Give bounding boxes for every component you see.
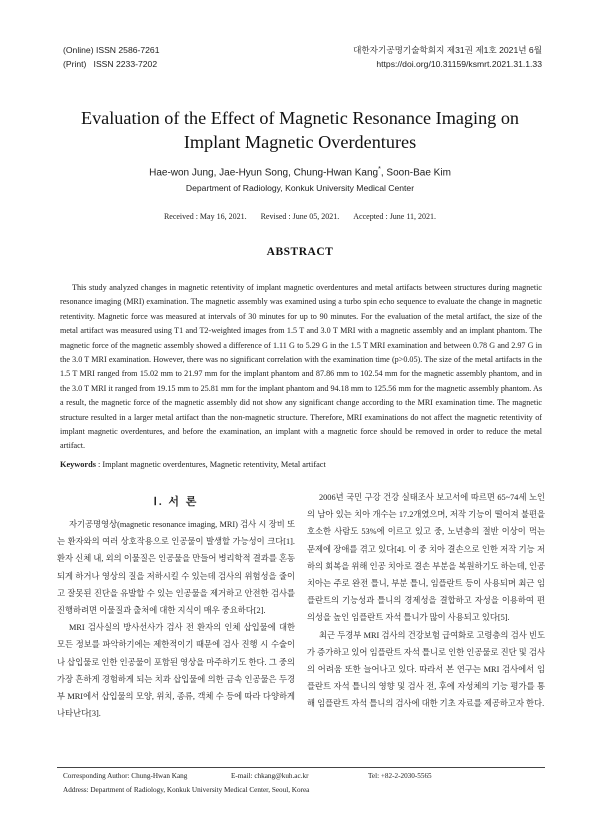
doi-link[interactable]: https://doi.org/10.31159/ksmrt.2021.31.1.33	[376, 58, 542, 69]
authors-part2: , Soon-Bae Kim	[380, 167, 451, 179]
received-date: Received : May 16, 2021.	[163, 212, 247, 221]
corresponding-mark: *	[378, 166, 381, 173]
section-heading-intro: Ⅰ. 서 론	[153, 496, 199, 508]
author-address: Address: Department of Radiology, Konkuk University Medical Center, Seoul, Korea	[63, 786, 310, 794]
paper-title-line1: Evaluation of the Effect of Magnetic Resonance Imaging on	[80, 108, 520, 128]
author-email[interactable]: E-mail: chkang@kuh.ac.kr	[231, 772, 309, 780]
left-column	[57, 494, 295, 722]
right-column	[307, 489, 545, 713]
issn-block	[63, 44, 160, 71]
intro-paragraph-3: 2006년 국민 구강 건강 실태조사 보고서에 따르면 65~74세 노인의 남아 있는 치아 개수는 17.2개였으며, 저작 기능이 떨어져 불편을 호소한 사람도 53%에 이르고 있고 중, 노년층의 절반 이상이 먹는 문제에 장애를 겪고 있다[4]. 이 중 치아 결손으로 인한 저작 기능 저하의 회복을 위해 인공 치아로 결손 부분을 복원하기도 하는데, 인공 치아는 주로 완전 틀니, 부분 틀니, 임플란트 등이 사용되며 최근 임플란트의 기능성과 틀니의 경제성을 결합하고 자성을 이용하여 편의성을 높인 임플란트 자석 틀니가 많이 사용되고 있다[5].	[307, 493, 545, 623]
revised-date: Revised : June 05, 2021.	[260, 212, 340, 221]
authors-part1: Hae-won Jung, Jae-Hyun Song, Chung-Hwan Kang	[149, 167, 379, 179]
journal-issue: 대한자기공명기술학회지 제31권 제1호 2021년 6월	[353, 45, 542, 55]
accepted-date: Accepted : June 11, 2021.	[353, 212, 437, 221]
corresponding-author: Corresponding Author: Chung-Hwan Kang	[63, 772, 188, 780]
keywords-text: : Implant magnetic overdentures, Magnetic retentivity, Metal artifact	[95, 460, 326, 469]
intro-paragraph-2: MRI 검사실의 방사선사가 검사 전 환자의 인체 삽입물에 대한 모든 정보를 파악하기에는 제한적이기 때문에 검사 진행 시 수술이나 삽입물로 인한 인공물이 포함된 영상을 마주하기도 한다. 그 중의 가장 흔하게 경험하게 되는 치과 삽입물에 의한 금속 인공물은 두경부 MRI에서 삽입물의 모양, 위치, 종류, 객체 수 등에 따라 다양하게 나타난다[3].	[57, 623, 295, 719]
author-list	[40, 166, 560, 178]
intro-paragraph-4: 최근 두경부 MRI 검사의 건강보험 급여화로 고령층의 검사 빈도가 증가하고 있어 임플란트 자석 틀니로 인한 인공물로 진단 및 검사의 어려움 또한 늘어나고 있다. 따라서 본 연구는 MRI 검사에서 임플란트 자석 틀니의 영향 및 검사 전, 후에 자성체의 기능 평가를 통해 임플란트 자석 틀니의 검사에 대한 기초 자료를 제공하고자 한다.	[307, 630, 545, 709]
intro-paragraph-1: 자기공명영상(magnetic resonance imaging, MRI) 검사 시 장비 또는 환자와의 여러 상호작용으로 인공물이 발생할 가능성이 크다[1]. 환자 신체 내, 외의 이물질은 인공물을 만들어 병리학적 결과를 혼동되게 하거나 영상의 질을 저하시킬 수 있는데 검사의 위험성을 줄이고 잘못된 진단을 유발할 수 있는 인공물을 제거하고 안전한 검사를 진행하려면 이물질과 출처에 대한 지식이 매우 중요하다[2].	[57, 520, 295, 616]
paper-title-line2: Implant Magnetic Overdentures	[183, 132, 417, 152]
footnote-divider	[57, 767, 545, 768]
issn-print: (Print) ISSN 2233-7202	[63, 58, 158, 69]
journal-info-block	[353, 44, 542, 71]
keywords-label: Keywords	[60, 460, 96, 469]
abstract-body: This study analyzed changes in magnetic retentivity of implant magnetic overdentures and metal artifacts between structures during magnetic resonance imaging (MRI) examination. The magnetic assembly was examined using a turbo spin echo sequence to evaluate the change in magnetic retentivity. Magnetic force was measured at intervals of 30 minutes for up to 90 minutes. For the evaluation of the metal artifact, the size of the metal artifact was measured using T1 and T2-weighted images from 1.5 T and 3.0 T MRI with a magnetic assembly and an implant phantom. The magnetic force of the magnetic assembly showed a difference of 1.11 G to 5.29 G in the 1.5 T MRI examination and between 0.78 G and 2.97 G in the 3.0 T MRI examination. However, there was no significant correlation with the examination time (p>0.05). The size of the metal artifacts in the 1.5 T MRI ranged from 15.02 mm to 21.97 mm for the implant phantom and 87.86 mm to 102.54 mm for the magnetic assembly phantom, and in the 3.0 T MRI it ranged from 19.15 mm to 25.81 mm for the implant phantom and 94.18 mm to 125.56 mm for the magnetic assembly phantom. As a result, the magnetic force of the magnetic assembly did not show any significant change according to the MRI examination time. The magnetic structure resulted in a larger metal artifact than the non-magnetic structure. Therefore, MRI examinations do not affect the magnetic retentivity of implant magnetic overdentures, and before the examination, an implant with a magnetic force should be removed in order to reduce the metal artifact.	[60, 283, 542, 451]
keywords-line	[60, 460, 542, 469]
paper-title	[40, 106, 560, 154]
author-tel: Tel: +82-2-2030-5565	[368, 772, 432, 780]
abstract-heading: ABSTRACT	[266, 246, 334, 258]
issn-online: (Online) ISSN 2586-7261	[63, 45, 160, 55]
affiliation: Department of Radiology, Konkuk University Medical Center	[185, 183, 415, 193]
dates-line	[40, 212, 560, 221]
